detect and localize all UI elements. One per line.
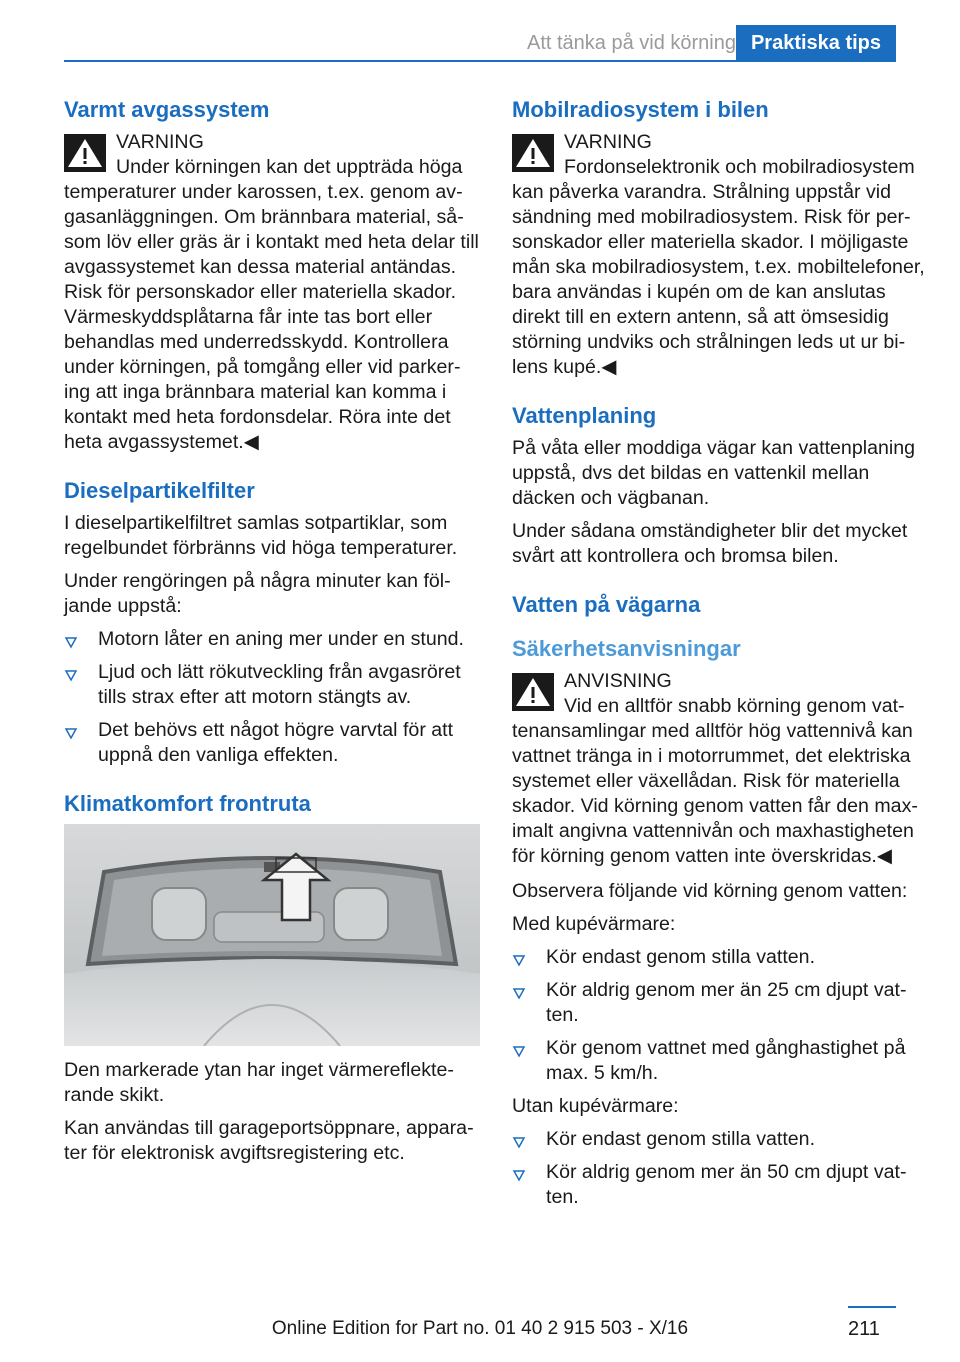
- warning-triangle-icon: [512, 134, 554, 172]
- bullet-list: [512, 945, 928, 1086]
- list-item: Motorn låter en aning mer under en stund.: [64, 627, 480, 652]
- triangle-bullet-icon: [512, 1164, 526, 1178]
- triangle-bullet-icon: [512, 1040, 526, 1054]
- header-rule: [64, 60, 896, 62]
- paragraph: Under sådana omständigheter blir det mycket svårt att kontrollera och bromsa bilen.: [512, 520, 908, 567]
- heading-klimatkomfort-frontruta: Klimatkomfort frontruta: [64, 791, 311, 816]
- paragraph: Utan kupévärmare:: [512, 1095, 679, 1117]
- triangle-bullet-icon: [64, 722, 78, 736]
- left-column: [64, 96, 480, 1174]
- warning-box: [64, 130, 480, 455]
- paragraph: Kan användas till garageportsöppnare, apparater för elektronisk avgiftsregistering etc.: [64, 1117, 474, 1164]
- bullet-list: [64, 627, 480, 768]
- warning-label: VARNING: [116, 131, 204, 153]
- paragraph: I dieselpartikelfiltret samlas sotpartiklar, som regelbundet förbränns vid höga temperaturer.: [64, 512, 458, 559]
- paragraph: Under rengöringen på några minuter kan följande uppstå:: [64, 570, 451, 617]
- warning-box: [512, 130, 928, 380]
- list-item: Kör aldrig genom mer än 50 cm djupt vatten.: [512, 1160, 928, 1210]
- paragraph: Den markerade ytan har inget värmereflekterande skikt.: [64, 1059, 454, 1106]
- warning-text: Fordonselektronik och mobilradiosystem kan påverka varandra. Strålning uppstår vid sändning med mobilradiosystem. Risk för personskador eller materiella skador. I möjligaste mån ska mobilradiosystem, t.ex. mobiltelefoner, bara användas i kupén om de kan anslutas direkt till en extern antenn, så att ömsesidig störning undviks och strålningen leds ut ur bilens kupé.◀: [512, 156, 925, 378]
- list-item: Ljud och lätt rökutveckling från avgasröret tills strax efter att motorn stängts av.: [64, 660, 480, 710]
- notice-box: [512, 669, 928, 869]
- footer-rule: [848, 1306, 896, 1308]
- list-item: Kör aldrig genom mer än 25 cm djupt vatten.: [512, 978, 928, 1028]
- warning-label: VARNING: [564, 131, 652, 153]
- heading-vattenplaning: Vattenplaning: [512, 403, 657, 428]
- subheading-sakerhetsanvisningar: Säkerhetsanvisningar: [512, 636, 741, 661]
- triangle-bullet-icon: [512, 949, 526, 963]
- notice-label: ANVISNING: [564, 670, 672, 692]
- triangle-bullet-icon: [64, 664, 78, 678]
- edition-footer: Online Edition for Part no. 01 40 2 915 503 - X/16: [271, 1318, 689, 1339]
- header-section: Att tänka på vid körning: [526, 32, 736, 54]
- warning-triangle-icon: [64, 134, 106, 172]
- heading-varmt-avgassystem: Varmt avgassystem: [64, 97, 270, 122]
- triangle-bullet-icon: [512, 982, 526, 996]
- notice-text: Vid en alltför snabb körning genom vattenansamlingar med alltför hög vattennivå kan vattnet tränga in i motorrummet, det elektriska systemet eller växellådan. Risk för materiella skador. Vid körning genom vatten får den maximalt angivna vattennivån och maxhastigheten för körning genom vatten inte överskridas.◀: [512, 695, 918, 867]
- heading-mobilradiosystem: Mobilradiosystem i bilen: [512, 97, 769, 122]
- paragraph: På våta eller moddiga vägar kan vattenplaning uppstå, dvs det bildas en vattenkil mellan däcken och vägbanan.: [512, 437, 916, 509]
- triangle-bullet-icon: [64, 631, 78, 645]
- list-item: Kör endast genom stilla vatten.: [512, 1127, 928, 1152]
- header-chapter-tab: Praktiska tips: [736, 25, 896, 61]
- heading-dieselpartikelfilter: Dieselpartikelfilter: [64, 478, 255, 503]
- paragraph: Observera följande vid körning genom vatten:: [512, 880, 908, 902]
- warning-triangle-icon: [512, 673, 554, 711]
- list-item: Kör endast genom stilla vatten.: [512, 945, 928, 970]
- warning-text: Under körningen kan det uppträda höga temperaturer under karossen, t.ex. genom avgasanläggningen. Om brännbara material, såsom löv eller gräs är i kontakt med heta delar till avgassystemet kan dessa material antändas. Risk för personskador eller materiella skador. Värmeskyddsplåtarna får inte tas bort eller behandlas med underredsskydd. Kontrollera under körningen, på tomgång eller vid parkering att inga brännbara material kan komma i kontakt med heta fordonsdelar. Röra inte det heta avgassystemet.◀: [64, 156, 479, 453]
- list-item: Kör genom vattnet med gånghastighet på max. 5 km/h.: [512, 1036, 928, 1086]
- bullet-list: [512, 1127, 928, 1210]
- list-item: Det behövs ett något högre varvtal för att uppnå den vanliga effekten.: [64, 718, 480, 768]
- triangle-bullet-icon: [512, 1131, 526, 1145]
- page-number: 211: [848, 1318, 880, 1340]
- windshield-photo: [64, 824, 480, 1046]
- heading-vatten-pa-vagarna: Vatten på vägarna: [512, 592, 701, 617]
- paragraph: Med kupévärmare:: [512, 913, 676, 935]
- right-column: [512, 96, 928, 1218]
